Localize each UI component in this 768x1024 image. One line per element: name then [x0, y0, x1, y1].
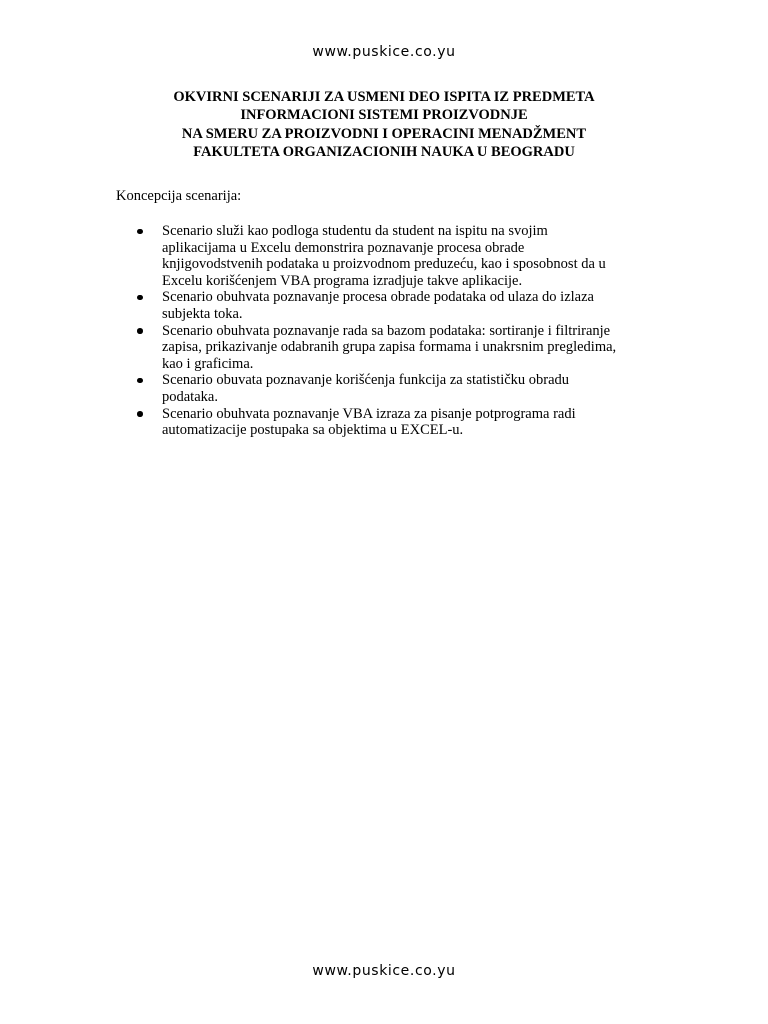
list-item — [133, 323, 653, 373]
title-line: INFORMACIONI SISTEMI PROIZVODNJE — [240, 107, 528, 124]
title-line: OKVIRNI SCENARIJI ZA USMENI DEO ISPITA IZ PREDMETA — [173, 89, 595, 105]
scenario-bullet-list — [133, 223, 653, 439]
title-line: NA SMERU ZA PROIZVODNI I OPERACINI MENADŽMENT — [181, 125, 587, 142]
list-item-line: knjigovodstvenih podataka u proizvodnom preduzeću, kao i sposobnost da u — [162, 256, 606, 273]
title-line: FAKULTETA ORGANIZACIONIH NAUKA U BEOGRADU — [193, 144, 575, 161]
page-footer-url: www.puskice.co.yu — [312, 963, 456, 979]
list-item-line: Scenario obuhvata poznavanje rada sa bazom podataka: sortiranje i filtriranje — [162, 322, 611, 339]
list-item — [133, 372, 653, 405]
list-item-line: kao i graficima. — [162, 355, 254, 372]
list-item-line: subjekta toka. — [162, 305, 243, 322]
list-item-line: Scenario obuhvata poznavanje procesa obrade podataka od ulaza do izlaza — [162, 289, 594, 306]
bullet-icon — [137, 411, 143, 417]
document-title — [100, 88, 668, 162]
list-item-line: Scenario obuvata poznavanje korišćenja funkcija za statističku obradu — [162, 372, 570, 389]
list-item-line: aplikacijama u Excelu demonstrira poznavanje procesa obrade — [162, 239, 525, 256]
list-item-line: Scenario služi kao podloga studentu da student na ispitu na svojim — [162, 223, 548, 239]
list-item-line: automatizacije postupaka sa objektima u EXCEL-u. — [162, 422, 464, 439]
list-item — [133, 223, 653, 289]
section-intro-label: Koncepcija scenarija: — [116, 188, 242, 204]
list-item — [133, 406, 653, 439]
list-item-line: Excelu korišćenjem VBA programa izradjuje takve aplikacije. — [162, 272, 523, 289]
bullet-icon — [137, 229, 143, 235]
page-header-url: www.puskice.co.yu — [312, 44, 456, 60]
bullet-icon — [137, 295, 143, 301]
bullet-icon — [137, 378, 143, 384]
bullet-icon — [137, 328, 143, 334]
list-item-line: podataka. — [162, 388, 218, 405]
list-item-line: zapisa, prikazivanje odabranih grupa zapisa formama i unakrsnim pregledima, — [162, 339, 617, 356]
list-item-line: Scenario obuhvata poznavanje VBA izraza za pisanje potprograma radi — [162, 405, 576, 422]
list-item — [133, 289, 653, 322]
